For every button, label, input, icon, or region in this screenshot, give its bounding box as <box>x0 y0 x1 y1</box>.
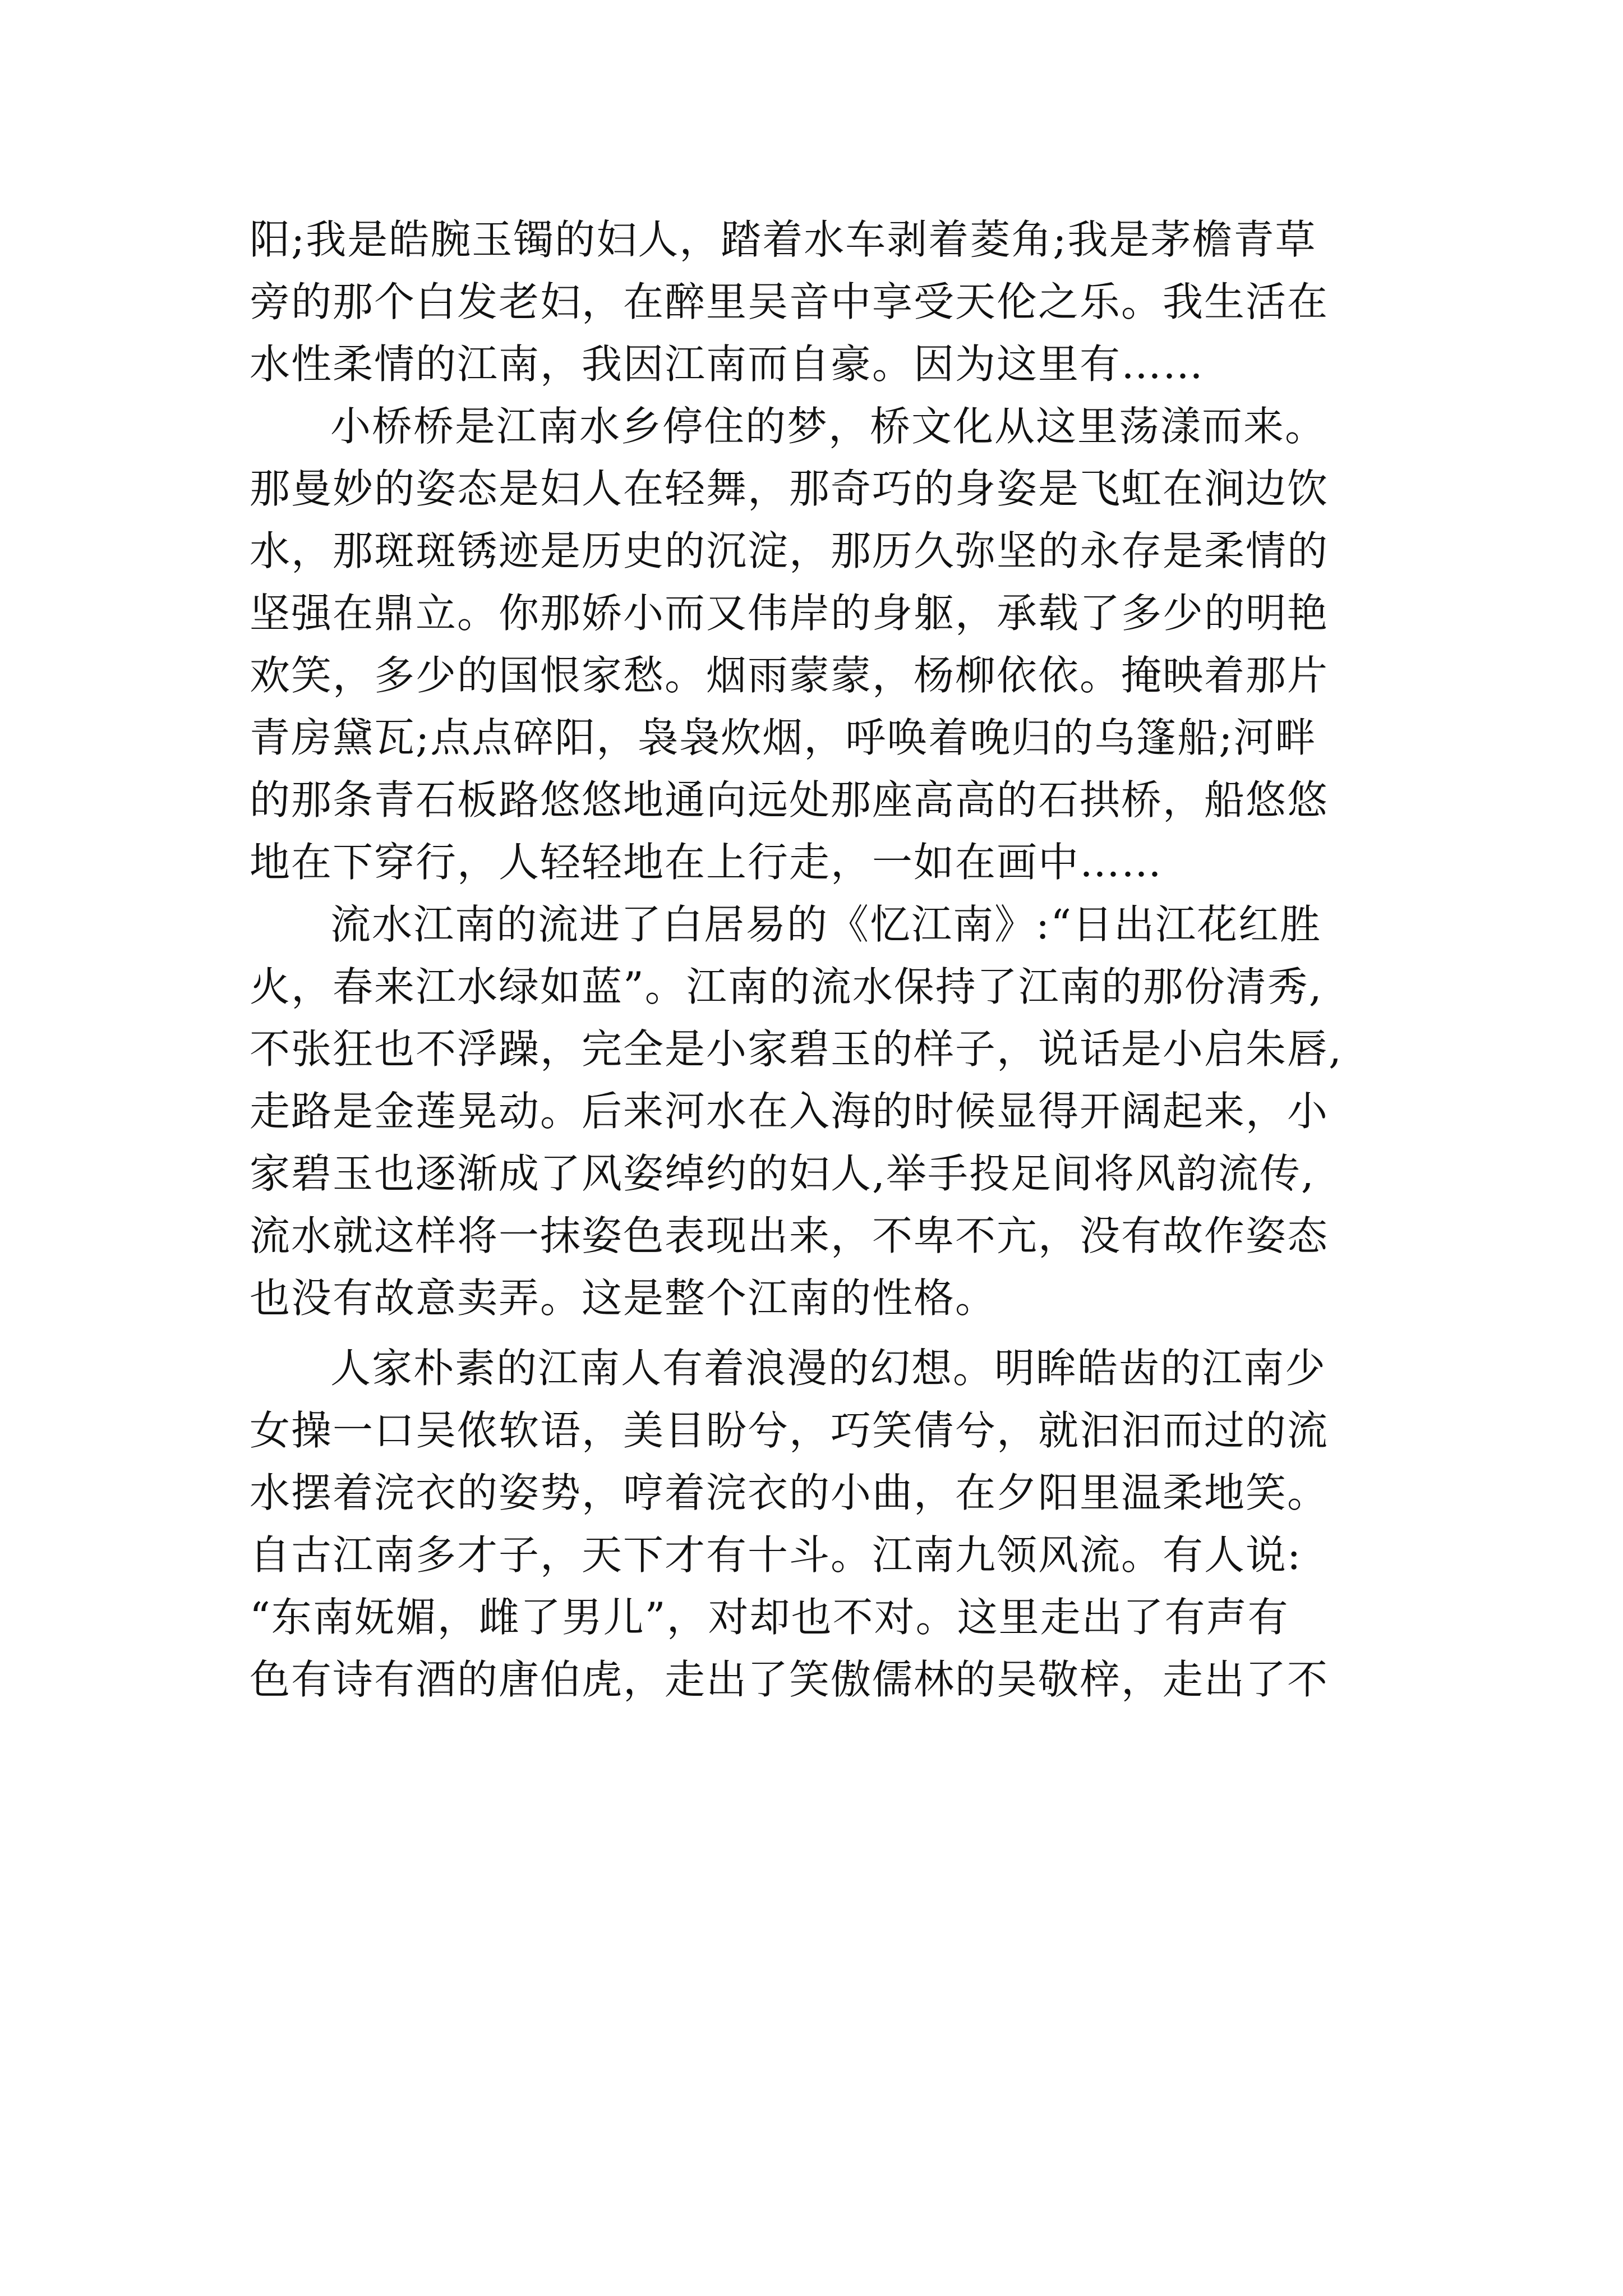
text-line: 阳;我是皓腕玉镯的妇人，踏着水车剥着菱角;我是茅檐青草 <box>250 216 1317 263</box>
text-line: 地在下穿行，人轻轻地在上行走，一如在画中…… <box>250 839 1163 886</box>
text-line: 小桥桥是江南水乡停住的梦，桥文化从这里荡漾而来。 <box>330 403 1327 450</box>
text-line: 水，那斑斑锈迹是历史的沉淀，那历久弥坚的永存是柔情的 <box>250 527 1329 574</box>
text-line: 坚强在鼎立。你那娇小而又伟岸的身躯，承载了多少的明艳 <box>250 590 1329 637</box>
text-line: 走路是金莲晃动。后来河水在入海的时候显得开阔起来，小 <box>250 1088 1329 1135</box>
text-line: 家碧玉也逐渐成了风姿绰约的妇人,举手投足间将风韵流传, <box>250 1150 1315 1197</box>
text-line: 水摆着浣衣的姿势，哼着浣衣的小曲，在夕阳里温柔地笑。 <box>250 1469 1329 1516</box>
text-line: 流水就这样将一抹姿色表现出来，不卑不亢，没有故作姿态 <box>250 1212 1329 1259</box>
text-line: 青房黛瓦;点点碎阳，袅袅炊烟，呼唤着晚归的乌篷船;河畔 <box>250 714 1317 761</box>
text-line: 女操一口吴侬软语，美目盼兮，巧笑倩兮，就汩汩而过的流 <box>250 1407 1329 1454</box>
text-line: 火，春来江水绿如蓝”。江南的流水保持了江南的那份清秀, <box>250 963 1323 1010</box>
paragraph-3 <box>250 894 1377 1329</box>
text-line: 自古江南多才子，天下才有十斗。江南九领风流。有人说: <box>250 1531 1302 1579</box>
text-line: 欢笑，多少的国恨家愁。烟雨蒙蒙，杨柳依依。掩映着那片 <box>250 652 1329 699</box>
text-line: 的那条青石板路悠悠地通向远处那座高高的石拱桥，船悠悠 <box>250 776 1329 823</box>
text-line: 色有诗有酒的唐伯虎，走出了笑傲儒林的吴敬梓，走出了不 <box>250 1656 1329 1703</box>
document-body <box>250 209 1377 1711</box>
paragraph-4 <box>250 1337 1377 1711</box>
text-line: 水性柔情的江南，我因江南而自豪。因为这里有…… <box>250 341 1205 388</box>
text-line: 不张狂也不浮躁，完全是小家碧玉的样子，说话是小启朱唇, <box>250 1025 1343 1073</box>
paragraph-2 <box>250 395 1377 894</box>
text-line: 流水江南的流进了白居易的《忆江南》:“日出江花红胜 <box>330 901 1322 948</box>
text-line: “东南妩媚，雌了男儿”，对却也不对。这里走出了有声有 <box>250 1594 1289 1641</box>
text-line: 旁的那个白发老妇，在醉里吴音中享受天伦之乐。我生活在 <box>250 278 1329 325</box>
paragraph-1 <box>250 209 1377 395</box>
text-line: 那曼妙的姿态是妇人在轻舞，那奇巧的身姿是飞虹在涧边饮 <box>250 465 1329 512</box>
text-line: 也没有故意卖弄。这是整个江南的性格。 <box>250 1274 997 1322</box>
text-line: 人家朴素的江南人有着浪漫的幻想。明眸皓齿的江南少 <box>330 1345 1327 1392</box>
